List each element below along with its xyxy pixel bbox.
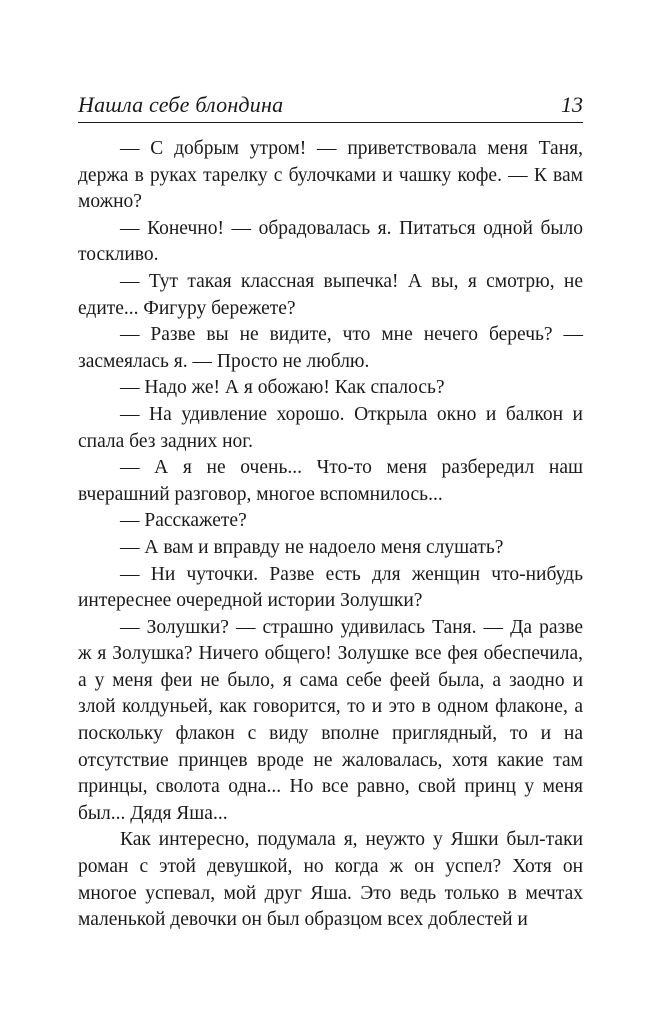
paragraph: — Разве вы не видите, что мне нечего беречь? — засмеялась я. — Просто не люблю.	[78, 324, 583, 372]
book-page	[78, 0, 583, 1034]
paragraph: — Конечно! — обрадовалась я. Питаться одной было тоскливо.	[78, 217, 583, 266]
paragraph: Как интересно, подумала я, неужто у Яшки был-таки роман с этой девушкой, но когда ж он успел? Хотя он многое успевал, мой друг Яша. Это ведь только в мечтах маленькой девочки он был образцом всех доблестей и	[78, 829, 583, 931]
paragraph: — Расскажете?	[120, 510, 247, 532]
paragraph: — Золушки? — страшно удивилась Таня. — Да разве ж я Золушка? Ничего общего! Золушке все фея обеспечила, а у меня феи не было, я сама себе феей была, а заодно и злой колдуньей, как говорится, то и это в одном флаконе, а поскольку флакон с виду вполне приглядный, то и на отсутствие принцев вроде не жаловалась, хотя какие там принцы, сволота одна... Но все равно, свой принц у меня был... Дядя Яша...	[78, 616, 583, 824]
paragraph: — Тут такая классная выпечка! А вы, я смотрю, не едите... Фигуру бережете?	[78, 270, 583, 319]
body-text	[78, 136, 583, 934]
page-number: 13	[561, 92, 583, 117]
paragraph: — А я не очень... Что-то меня разбередил наш вчерашний разговор, многое вспомнилось...	[78, 457, 583, 505]
paragraph: — Ни чуточки. Разве есть для женщин что-нибудь интереснее очередной истории Золушки?	[78, 563, 583, 612]
paragraph: — С добрым утром! — приветствовала меня Таня, держа в руках тарелку с булочками и чашку кофе. — К вам можно?	[78, 138, 583, 213]
paragraph: — На удивление хорошо. Открыла окно и балкон и спала без задних ног.	[78, 403, 583, 452]
paragraph: — Надо же! А я обожаю! Как спалось?	[120, 377, 445, 399]
running-header	[78, 90, 583, 123]
running-title: Нашла себе блондина	[78, 92, 284, 117]
paragraph: — А вам и вправду не надоело меня слушать?	[120, 536, 504, 558]
